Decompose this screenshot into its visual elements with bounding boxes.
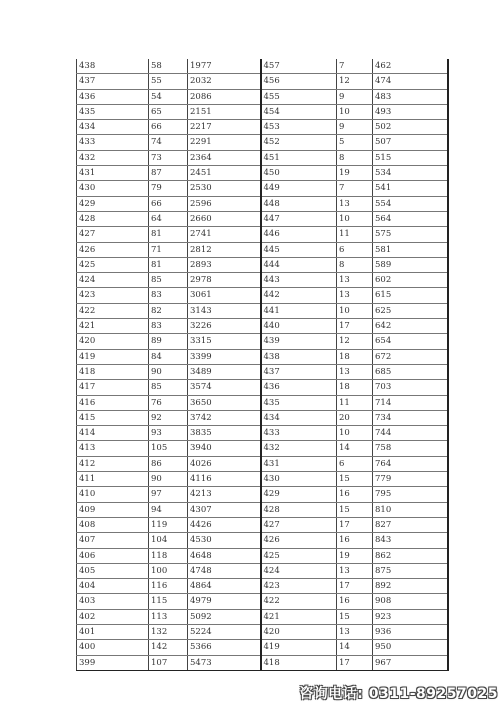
count-left-cell: 142 xyxy=(149,640,188,655)
table-row xyxy=(77,472,448,487)
table-row xyxy=(77,548,448,563)
cumulative-left-cell: 4864 xyxy=(188,579,261,594)
count-right-cell: 10 xyxy=(337,426,373,441)
score-left-cell: 419 xyxy=(77,349,149,364)
table-row xyxy=(77,166,448,181)
table-row xyxy=(77,395,448,410)
score-right-cell: 433 xyxy=(261,426,337,441)
count-left-cell: 119 xyxy=(149,517,188,532)
count-left-cell: 54 xyxy=(149,89,188,104)
score-left-cell: 408 xyxy=(77,517,149,532)
score-left-cell: 418 xyxy=(77,364,149,379)
count-right-cell: 10 xyxy=(337,303,373,318)
cumulative-right-cell: 908 xyxy=(373,594,448,609)
count-right-cell: 12 xyxy=(337,334,373,349)
score-right-cell: 425 xyxy=(261,548,337,563)
count-right-cell: 11 xyxy=(337,395,373,410)
count-left-cell: 107 xyxy=(149,655,188,670)
score-right-cell: 441 xyxy=(261,303,337,318)
cumulative-left-cell: 3489 xyxy=(188,364,261,379)
table-row xyxy=(77,426,448,441)
count-right-cell: 10 xyxy=(337,211,373,226)
score-left-cell: 431 xyxy=(77,166,149,181)
cumulative-left-cell: 1977 xyxy=(188,59,261,74)
score-left-cell: 399 xyxy=(77,655,149,670)
count-left-cell: 97 xyxy=(149,487,188,502)
cumulative-right-cell: 936 xyxy=(373,624,448,639)
count-left-cell: 82 xyxy=(149,303,188,318)
score-right-cell: 431 xyxy=(261,456,337,471)
cumulative-left-cell: 3061 xyxy=(188,288,261,303)
cumulative-right-cell: 779 xyxy=(373,472,448,487)
cumulative-left-cell: 4648 xyxy=(188,548,261,563)
count-right-cell: 7 xyxy=(337,59,373,74)
score-left-cell: 414 xyxy=(77,426,149,441)
cumulative-left-cell: 3399 xyxy=(188,349,261,364)
count-right-cell: 12 xyxy=(337,74,373,89)
table-row xyxy=(77,89,448,104)
table-row xyxy=(77,487,448,502)
score-right-cell: 448 xyxy=(261,196,337,211)
cumulative-left-cell: 2086 xyxy=(188,89,261,104)
count-left-cell: 79 xyxy=(149,181,188,196)
count-left-cell: 66 xyxy=(149,196,188,211)
count-left-cell: 86 xyxy=(149,456,188,471)
score-left-cell: 405 xyxy=(77,563,149,578)
score-left-cell: 423 xyxy=(77,288,149,303)
score-left-cell: 425 xyxy=(77,257,149,272)
count-right-cell: 9 xyxy=(337,89,373,104)
count-left-cell: 73 xyxy=(149,150,188,165)
score-right-cell: 423 xyxy=(261,579,337,594)
cumulative-left-cell: 2364 xyxy=(188,150,261,165)
cumulative-left-cell: 4748 xyxy=(188,563,261,578)
cumulative-right-cell: 862 xyxy=(373,548,448,563)
count-left-cell: 84 xyxy=(149,349,188,364)
table-row xyxy=(77,74,448,89)
score-left-cell: 406 xyxy=(77,548,149,563)
count-left-cell: 74 xyxy=(149,135,188,150)
cumulative-right-cell: 810 xyxy=(373,502,448,517)
count-left-cell: 55 xyxy=(149,74,188,89)
count-right-cell: 13 xyxy=(337,196,373,211)
cumulative-right-cell: 507 xyxy=(373,135,448,150)
cumulative-left-cell: 2893 xyxy=(188,257,261,272)
cumulative-right-cell: 758 xyxy=(373,441,448,456)
score-right-cell: 439 xyxy=(261,334,337,349)
count-right-cell: 15 xyxy=(337,609,373,624)
hotline-watermark: 咨询电话: 0311-89257025 xyxy=(299,686,498,702)
score-left-cell: 409 xyxy=(77,502,149,517)
count-left-cell: 71 xyxy=(149,242,188,257)
cumulative-right-cell: 615 xyxy=(373,288,448,303)
score-right-cell: 421 xyxy=(261,609,337,624)
cumulative-left-cell: 2151 xyxy=(188,104,261,119)
table-row xyxy=(77,334,448,349)
cumulative-left-cell: 5224 xyxy=(188,624,261,639)
score-left-cell: 420 xyxy=(77,334,149,349)
cumulative-left-cell: 2660 xyxy=(188,211,261,226)
cumulative-right-cell: 795 xyxy=(373,487,448,502)
score-right-cell: 453 xyxy=(261,120,337,135)
cumulative-right-cell: 554 xyxy=(373,196,448,211)
count-left-cell: 118 xyxy=(149,548,188,563)
table-row xyxy=(77,150,448,165)
count-right-cell: 18 xyxy=(337,380,373,395)
table-row xyxy=(77,533,448,548)
score-right-cell: 442 xyxy=(261,288,337,303)
score-left-cell: 435 xyxy=(77,104,149,119)
score-left-cell: 410 xyxy=(77,487,149,502)
cumulative-left-cell: 5366 xyxy=(188,640,261,655)
count-right-cell: 19 xyxy=(337,548,373,563)
score-distribution-sheet xyxy=(76,59,449,671)
table-row xyxy=(77,303,448,318)
score-right-cell: 437 xyxy=(261,364,337,379)
count-left-cell: 89 xyxy=(149,334,188,349)
count-right-cell: 8 xyxy=(337,150,373,165)
score-left-cell: 421 xyxy=(77,319,149,334)
cumulative-left-cell: 2741 xyxy=(188,227,261,242)
cumulative-right-cell: 462 xyxy=(373,59,448,74)
cumulative-left-cell: 4307 xyxy=(188,502,261,517)
score-right-cell: 420 xyxy=(261,624,337,639)
cumulative-right-cell: 672 xyxy=(373,349,448,364)
score-left-cell: 403 xyxy=(77,594,149,609)
score-right-cell: 434 xyxy=(261,410,337,425)
score-right-cell: 430 xyxy=(261,472,337,487)
count-right-cell: 16 xyxy=(337,594,373,609)
score-left-cell: 411 xyxy=(77,472,149,487)
score-right-cell: 443 xyxy=(261,273,337,288)
count-right-cell: 19 xyxy=(337,166,373,181)
score-right-cell: 427 xyxy=(261,517,337,532)
cumulative-right-cell: 764 xyxy=(373,456,448,471)
count-left-cell: 113 xyxy=(149,609,188,624)
count-right-cell: 15 xyxy=(337,502,373,517)
cumulative-left-cell: 5092 xyxy=(188,609,261,624)
count-right-cell: 15 xyxy=(337,472,373,487)
score-right-cell: 457 xyxy=(261,59,337,74)
score-right-cell: 450 xyxy=(261,166,337,181)
cumulative-right-cell: 923 xyxy=(373,609,448,624)
score-right-cell: 455 xyxy=(261,89,337,104)
count-left-cell: 100 xyxy=(149,563,188,578)
count-right-cell: 20 xyxy=(337,410,373,425)
score-left-cell: 438 xyxy=(77,59,149,74)
score-left-cell: 429 xyxy=(77,196,149,211)
cumulative-left-cell: 4530 xyxy=(188,533,261,548)
cumulative-right-cell: 602 xyxy=(373,273,448,288)
count-right-cell: 6 xyxy=(337,242,373,257)
table-row xyxy=(77,456,448,471)
count-left-cell: 116 xyxy=(149,579,188,594)
cumulative-left-cell: 2217 xyxy=(188,120,261,135)
count-left-cell: 83 xyxy=(149,319,188,334)
table-row xyxy=(77,640,448,655)
cumulative-left-cell: 3835 xyxy=(188,426,261,441)
score-left-cell: 404 xyxy=(77,579,149,594)
table-row xyxy=(77,349,448,364)
count-right-cell: 8 xyxy=(337,257,373,272)
cumulative-right-cell: 564 xyxy=(373,211,448,226)
cumulative-left-cell: 2530 xyxy=(188,181,261,196)
score-left-cell: 412 xyxy=(77,456,149,471)
count-right-cell: 16 xyxy=(337,487,373,502)
count-right-cell: 9 xyxy=(337,120,373,135)
score-left-cell: 422 xyxy=(77,303,149,318)
cumulative-left-cell: 2451 xyxy=(188,166,261,181)
cumulative-right-cell: 581 xyxy=(373,242,448,257)
table-row xyxy=(77,502,448,517)
score-left-cell: 426 xyxy=(77,242,149,257)
count-right-cell: 7 xyxy=(337,181,373,196)
count-left-cell: 66 xyxy=(149,120,188,135)
count-right-cell: 17 xyxy=(337,579,373,594)
cumulative-left-cell: 4116 xyxy=(188,472,261,487)
cumulative-right-cell: 967 xyxy=(373,655,448,670)
table-row xyxy=(77,104,448,119)
count-left-cell: 64 xyxy=(149,211,188,226)
cumulative-right-cell: 575 xyxy=(373,227,448,242)
score-right-cell: 451 xyxy=(261,150,337,165)
cumulative-right-cell: 483 xyxy=(373,89,448,104)
score-right-cell: 424 xyxy=(261,563,337,578)
cumulative-right-cell: 950 xyxy=(373,640,448,655)
cumulative-right-cell: 827 xyxy=(373,517,448,532)
score-right-cell: 454 xyxy=(261,104,337,119)
table-row xyxy=(77,211,448,226)
cumulative-right-cell: 642 xyxy=(373,319,448,334)
count-left-cell: 92 xyxy=(149,410,188,425)
score-left-cell: 427 xyxy=(77,227,149,242)
score-right-cell: 446 xyxy=(261,227,337,242)
cumulative-left-cell: 4026 xyxy=(188,456,261,471)
cumulative-right-cell: 534 xyxy=(373,166,448,181)
cumulative-right-cell: 703 xyxy=(373,380,448,395)
count-right-cell: 13 xyxy=(337,288,373,303)
cumulative-left-cell: 3574 xyxy=(188,380,261,395)
count-right-cell: 11 xyxy=(337,227,373,242)
count-left-cell: 81 xyxy=(149,257,188,272)
count-left-cell: 85 xyxy=(149,380,188,395)
cumulative-left-cell: 4213 xyxy=(188,487,261,502)
score-left-cell: 436 xyxy=(77,89,149,104)
cumulative-right-cell: 843 xyxy=(373,533,448,548)
table-row xyxy=(77,624,448,639)
cumulative-left-cell: 2032 xyxy=(188,74,261,89)
count-left-cell: 105 xyxy=(149,441,188,456)
score-left-cell: 433 xyxy=(77,135,149,150)
cumulative-left-cell: 2596 xyxy=(188,196,261,211)
score-left-cell: 428 xyxy=(77,211,149,226)
score-table xyxy=(76,59,449,671)
count-left-cell: 87 xyxy=(149,166,188,181)
score-right-cell: 449 xyxy=(261,181,337,196)
table-row xyxy=(77,563,448,578)
score-left-cell: 402 xyxy=(77,609,149,624)
cumulative-left-cell: 3226 xyxy=(188,319,261,334)
score-right-cell: 432 xyxy=(261,441,337,456)
count-left-cell: 115 xyxy=(149,594,188,609)
cumulative-right-cell: 502 xyxy=(373,120,448,135)
count-right-cell: 17 xyxy=(337,517,373,532)
score-left-cell: 415 xyxy=(77,410,149,425)
cumulative-right-cell: 685 xyxy=(373,364,448,379)
count-left-cell: 94 xyxy=(149,502,188,517)
score-right-cell: 438 xyxy=(261,349,337,364)
count-left-cell: 58 xyxy=(149,59,188,74)
score-right-cell: 429 xyxy=(261,487,337,502)
table-row xyxy=(77,288,448,303)
score-right-cell: 435 xyxy=(261,395,337,410)
count-left-cell: 90 xyxy=(149,364,188,379)
table-row xyxy=(77,441,448,456)
table-row xyxy=(77,364,448,379)
cumulative-right-cell: 714 xyxy=(373,395,448,410)
score-right-cell: 445 xyxy=(261,242,337,257)
cumulative-left-cell: 3742 xyxy=(188,410,261,425)
table-row xyxy=(77,579,448,594)
cumulative-left-cell: 3315 xyxy=(188,334,261,349)
score-right-cell: 418 xyxy=(261,655,337,670)
count-left-cell: 65 xyxy=(149,104,188,119)
table-row xyxy=(77,120,448,135)
score-left-cell: 401 xyxy=(77,624,149,639)
cumulative-left-cell: 3940 xyxy=(188,441,261,456)
score-left-cell: 400 xyxy=(77,640,149,655)
score-right-cell: 428 xyxy=(261,502,337,517)
table-row xyxy=(77,196,448,211)
count-left-cell: 132 xyxy=(149,624,188,639)
score-right-cell: 440 xyxy=(261,319,337,334)
cumulative-right-cell: 744 xyxy=(373,426,448,441)
score-left-cell: 430 xyxy=(77,181,149,196)
cumulative-left-cell: 3143 xyxy=(188,303,261,318)
cumulative-left-cell: 2812 xyxy=(188,242,261,257)
count-right-cell: 13 xyxy=(337,273,373,288)
score-table-body xyxy=(77,59,448,670)
count-right-cell: 17 xyxy=(337,655,373,670)
table-row xyxy=(77,59,448,74)
table-row xyxy=(77,135,448,150)
count-right-cell: 6 xyxy=(337,456,373,471)
table-row xyxy=(77,257,448,272)
cumulative-right-cell: 589 xyxy=(373,257,448,272)
count-left-cell: 104 xyxy=(149,533,188,548)
cumulative-right-cell: 892 xyxy=(373,579,448,594)
table-row xyxy=(77,242,448,257)
count-right-cell: 13 xyxy=(337,624,373,639)
table-row xyxy=(77,517,448,532)
score-right-cell: 426 xyxy=(261,533,337,548)
cumulative-left-cell: 4979 xyxy=(188,594,261,609)
count-right-cell: 18 xyxy=(337,349,373,364)
score-left-cell: 416 xyxy=(77,395,149,410)
cumulative-left-cell: 2978 xyxy=(188,273,261,288)
score-right-cell: 456 xyxy=(261,74,337,89)
score-right-cell: 447 xyxy=(261,211,337,226)
count-left-cell: 93 xyxy=(149,426,188,441)
score-left-cell: 417 xyxy=(77,380,149,395)
score-right-cell: 444 xyxy=(261,257,337,272)
cumulative-right-cell: 493 xyxy=(373,104,448,119)
count-right-cell: 16 xyxy=(337,533,373,548)
score-right-cell: 436 xyxy=(261,380,337,395)
cumulative-right-cell: 541 xyxy=(373,181,448,196)
table-row xyxy=(77,594,448,609)
table-row xyxy=(77,410,448,425)
cumulative-right-cell: 515 xyxy=(373,150,448,165)
table-row xyxy=(77,380,448,395)
cumulative-right-cell: 474 xyxy=(373,74,448,89)
count-right-cell: 13 xyxy=(337,364,373,379)
score-left-cell: 413 xyxy=(77,441,149,456)
cumulative-right-cell: 734 xyxy=(373,410,448,425)
table-row xyxy=(77,227,448,242)
score-left-cell: 407 xyxy=(77,533,149,548)
score-left-cell: 424 xyxy=(77,273,149,288)
count-left-cell: 85 xyxy=(149,273,188,288)
count-left-cell: 81 xyxy=(149,227,188,242)
count-left-cell: 90 xyxy=(149,472,188,487)
table-row xyxy=(77,609,448,624)
count-right-cell: 14 xyxy=(337,640,373,655)
cumulative-left-cell: 2291 xyxy=(188,135,261,150)
score-left-cell: 434 xyxy=(77,120,149,135)
cumulative-right-cell: 625 xyxy=(373,303,448,318)
table-row xyxy=(77,655,448,670)
table-row xyxy=(77,273,448,288)
score-right-cell: 419 xyxy=(261,640,337,655)
score-left-cell: 432 xyxy=(77,150,149,165)
score-left-cell: 437 xyxy=(77,74,149,89)
cumulative-left-cell: 4426 xyxy=(188,517,261,532)
count-right-cell: 17 xyxy=(337,319,373,334)
table-row xyxy=(77,181,448,196)
count-right-cell: 14 xyxy=(337,441,373,456)
cumulative-right-cell: 654 xyxy=(373,334,448,349)
count-right-cell: 5 xyxy=(337,135,373,150)
table-row xyxy=(77,319,448,334)
score-right-cell: 422 xyxy=(261,594,337,609)
cumulative-left-cell: 5473 xyxy=(188,655,261,670)
count-left-cell: 83 xyxy=(149,288,188,303)
cumulative-right-cell: 875 xyxy=(373,563,448,578)
cumulative-left-cell: 3650 xyxy=(188,395,261,410)
count-left-cell: 76 xyxy=(149,395,188,410)
score-right-cell: 452 xyxy=(261,135,337,150)
count-right-cell: 10 xyxy=(337,104,373,119)
count-right-cell: 13 xyxy=(337,563,373,578)
